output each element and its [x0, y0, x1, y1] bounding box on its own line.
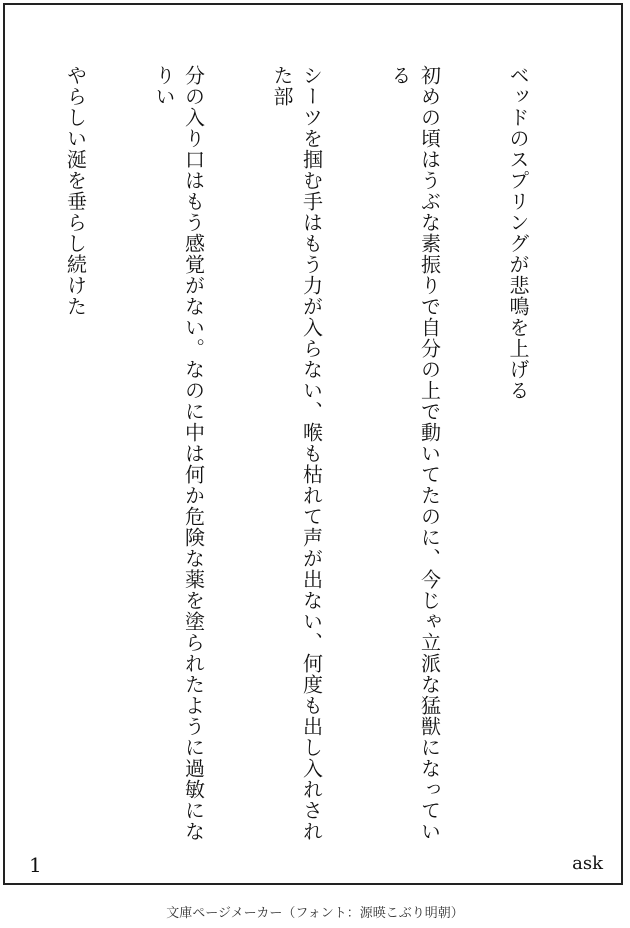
page-number: 1 — [29, 853, 42, 877]
text-line: 分の入り口はもう感覚がない。なのに中は何か危険な薬を塗られたように過敏になりい — [152, 65, 206, 842]
author-name: ask — [572, 853, 603, 874]
page-frame — [3, 3, 623, 885]
text-line: やらしい涎を垂らし続けた — [63, 65, 88, 317]
text-line: 初めの頃はうぶな素振りで自分の上で動いてたのに、今じゃ立派な猛獣になっている — [388, 65, 442, 842]
vertical-text-body — [31, 65, 591, 845]
footer-credit: 文庫ページメーカー（フォント：源暎こぶり明朝） — [166, 906, 464, 921]
text-line: シーツを掴む手はもう力が入らない、喉も枯れて声が出ない、何度も出し入れされた部 — [270, 65, 324, 842]
text-line: ベッドのスプリングが悲鳴を上げる — [506, 65, 530, 401]
